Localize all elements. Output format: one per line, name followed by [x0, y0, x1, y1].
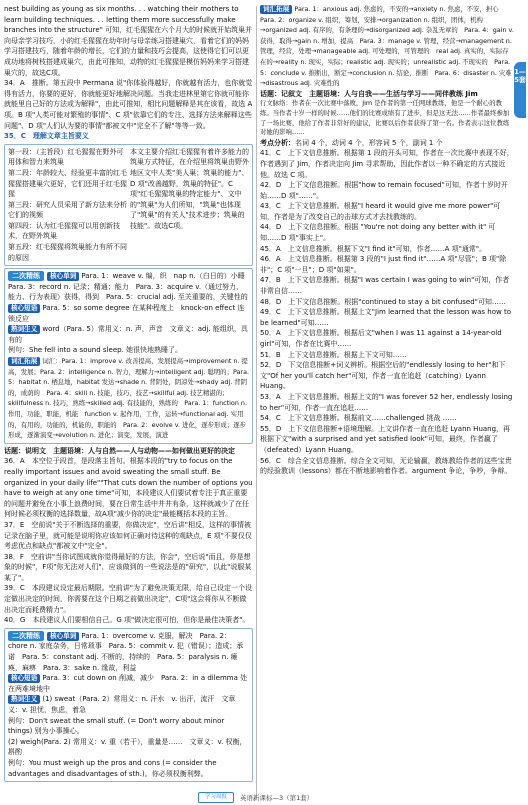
answer-34: 34．A 推断。第五段中 Permana 说"你体验得越好，你就越有活力，也你就觉得有活力，你要的更好，你就能更好地解决问题。当我走进林里第它你就可能你就能里自己好的方法或为解释"，由此可推知，相比问题解释是其在该看，故选 A 项。B 项"人类可能对繁殖的事情"、C 项"依靠它们的专注、选择方法来解释这些问题"、D 项"人们认为要的事情"都被文中"完全不了解"等等一致。 — [4, 79, 253, 130]
answer-35-heading: 35．C 理解文章主旨要义 — [4, 132, 89, 141]
column-divider — [256, 6, 257, 796]
answer-36: 36．A 本空位于段首，是段落主旨句。根据本段的"try to focus on the really important issues and avoid sweating the small stuff. Be organized in your daily life""That cuts down the number of options you have to weigh at any one time"可知，本段建议人们要试着专注于真正重要的问题并避免在小事上浪费时间，要在日常生活中井井有条，这样就减少了在任何时候必须权衡的选择数量，故A项"减少你的决定"最能概括本段的主旨。 — [4, 457, 253, 519]
page-number: 英语新课标—3（第1套） — [240, 794, 314, 802]
structure-table-left — [8, 147, 127, 264]
sentence2-label: 熟词生义 — [8, 695, 40, 704]
passage-guide: 行文脉络：作者在一次比赛中落败，Jim 是作者的第一任网球教练，他是一个耐心的教练。当作者十岁一样的时候……他们的比赛成绩有了进步，但是这无法……作者最终参加了一场比赛，他给了作者非常好的建议，比赛以后作者获得了第一名。作者表示这位教练对她的影响…… — [260, 99, 510, 137]
right-passage-topic: 话题：记叙文 主题语境：人与自我——生活与学习——同伴教练 Jim — [260, 89, 478, 98]
answer-41: 41．C 上下文信息推断。根据第 1 段的开头可知，作者在一次比赛中表现不好，作者遇到了 Jim，作者决定向 Jim 寻求帮助，因此作者以一种不确定的方式接近他。故选 C 项。 — [260, 149, 514, 179]
sentence2-content-a: (1) sweat（Para. 2）常用义：n. 汗水 v. 出汗，流汗 文章义：v. 担忧，焦虑，着急 — [8, 695, 236, 714]
sentence-content: word（Para. 5）常用义：n. 声，声音 文章义：adj. 能组织，具有的 — [8, 325, 248, 344]
left-column — [4, 4, 253, 784]
vocab-label: 核心单词 — [47, 272, 79, 281]
structure-para-5: 第五段：红毛猩猩将筑巢能力有所不同的原因 — [8, 243, 127, 262]
answer-39: 39．C 本段建议设定最后期限。空前讲"为了避免决策无限，给自己设定一个设定做出决定的时间，你需要在这个日期之前做出决定"，C项"这会将你从不断做出决定而耗费精力"。 — [4, 584, 253, 614]
example2-a: 例句：Don't sweat the small stuff. (= Don't worry about minor things) 别为小事操心。 — [8, 716, 225, 736]
answer-40: 40．G 本段建议人们要相信自己。G 项"做决定很可怕，但你是最佳决策者"。 — [4, 616, 250, 625]
structure-table-right — [130, 147, 249, 264]
answer-46: 46．A 上文信息推断。根据第 3 段的"I just find it"……A 项"尽管"；B 项"除非"；C 项"一旦"；D 项"如果"。 — [260, 255, 507, 274]
vocab2-label: 核心单词 — [47, 632, 79, 641]
answer-continuation: nest building as young as six months. . . watching their mothers to learn building techniques. . . letting them more successfully make branches into the structure" 可知，红毛猩猩在六个月大的时候就开始筑巢并向母亲学习技巧，小的红毛猩猩在幼年时与母亲练习搭建巢穴，看着它们的妈妈学习搭建技巧，随着年龄的增长，它们的力量和技巧会提高，这使得它们可以更成功地将树枝搭建成巢穴，由此可推知，动物的红毛猩猩是模仿妈妈来学习搭建巢穴的，故选C项。 — [4, 5, 253, 77]
phrase2-content: Para. 3：cut down on 削减，减少 Para. 2：in a dilemma 处在两难境地中 — [8, 674, 248, 693]
structure-para-3: 第三段：研究人员采用了新方法来分析它们的视频 — [8, 200, 127, 220]
blank-analysis: 名词 4 个，动词 4 个，形容词 5 个，副词 1 个 — [295, 138, 443, 147]
answer-52: 52．D 下文信息推断+词义辨析。根据空后的"endlessly losing to her"和下文"Of her you'll catch her"可知，作者一直在追赶（catching）Lyann Huang。 — [260, 361, 506, 391]
vocab-box-2 — [4, 628, 253, 782]
page-footer — [0, 790, 528, 805]
answer-50: 50．A 上下文信息推断。根据后文"when I was 11 against a 14-year-old girl"可知，作者在比赛中…… — [260, 329, 502, 348]
answer-45: 45．A 上文信息推断。根据下文"I find it"可知，作者……A 项"通常"。 — [260, 244, 487, 253]
phrase2-label: 核心短语 — [8, 674, 40, 683]
answer-49: 49．C 上下文信息推断。根据上文"Jim learned that the lesson was how to be learned"可知…… — [260, 308, 512, 327]
right-expand-label: 词汇拓展 — [260, 5, 292, 14]
structure-table — [4, 144, 253, 267]
expand-content: 词汇：Para. 1：improve v. 改善提高，发展提高→improvement n. 提高，发展；Para. 2：intelligence n. 智力，理解力→intelligent adj. 聪明的；Para. 5：habitat n. 栖息地，habitat 发达→shade n. 背阴处，阴凉处→shady adj. 背阴的，成荫的 Para. 4：skill n. 技能，技巧，技艺→skillful adj. 技艺精湛的；skillfulness n. 技巧，熟练→skilled adj. 有技能的，熟练的 Para. 1：function n. 作用，功能，职能，机能 function v. 起作用，工作，运转→functional adj. 实用的，有用的，功能的，机能的，职能的 Para. 2：evolve v. 进化，逐步形成；逐步形成，逐渐演变→evolution n. 进化；演变，发展，演进 — [8, 357, 250, 440]
vocab2-content: Para. 1：overcome v. 克服，解决 Para. 2：chore n. 家庭杂务，日常琐事 Para. 5：commit v. 犯（错误）；造成；承诺 Para. 5：constant adj. 不断的，持续的 Para. 5：paralysis n. 瘫痪，麻痹 Para. 3：sake n. 缘故，利益 — [8, 631, 244, 672]
answer-44: 44．D 上下文信息推断。根据 "You're not doing any better with it" 可知……D 项"事实上"。 — [260, 223, 496, 243]
answer-42: 42．D 上下文信息推断。根据"how to remain focused"可知，作者十岁时开始……D 项"……"。 — [260, 181, 508, 200]
sentence2-content-b: (2) weigh(Para. 2) 常用义：v. 重（若干），重量是…… 文章义：v. 权衡，斟酌 — [8, 737, 247, 757]
answer-38: 38．F 空前讲"当你试图成就你觉得最好的方法，你会"，空后说"而且，你是想象的时候"，F项"你无法对人们"，应该做到的一些说法是的"研究"，以此"说服某某了"。 — [4, 552, 252, 582]
right-expand-content: Para. 1：anxious adj. 焦虑的，不安的→anxiety n. 焦虑，不安，担心 Para. 2：organize v. 组织，筹划，安排→organization n. 组织，团体，机构→organized adj. 有序的，有条理的→disorganized adj. 杂乱无章的 Para. 4：gain v. 获得，取得→gain n. 增加，提高 Para. 3：manage v. 管理，经营→management n. 管理，经营，处理→manageable adj. 可处理的，可管理的 real adj. 真实的，实际存在的→reality n. 现实，实际；realistic adj. 现实的；unrealistic adj. 不现实的 Para. 5：conclude v. 推断出，断定→conclusion n. 结论，推断 Para. 6：disaster n. 灾难→disastrous adj. 灾难性的 — [260, 5, 514, 88]
blank-analysis-label: 考点分析： — [260, 138, 295, 147]
example2-b: 例句：You must weigh up the pros and cons (= consider the advantages and disadvantages of sth.)。你必须权衡利弊。 — [8, 758, 217, 778]
answer-55: 55．D 上下文信息推断+语境理解。上文讲作者一直在追赶 Lyann Huang，再根据下文"with a surprised and yet satisfied look"可知，最终，作者赢了（defeated）Lyann Huang。 — [260, 424, 511, 454]
structure-para-2: 第二段：年龄较大、经验更丰富的红毛猩猩搭建巢穴更好，它们还用于红毛猩猩 — [8, 168, 127, 199]
right-column — [260, 4, 514, 477]
answer-54: 54．C 上下文信息推断。根据前文……challenged 挑战 …… — [260, 414, 457, 423]
structure-para-1: 第一段：（主旨段）红毛猩猩在野外可用体和智力来筑巢 — [8, 147, 124, 167]
phrase-content: Para. 5：so some degree 在某种程度上 knock-on effect 连锁反应 — [8, 304, 245, 323]
answer-47: 47．B 上下文信息推断。根据"I was certain I was going to win"可知，作者非常自信…… — [260, 276, 510, 296]
vocab-box-1 — [4, 268, 253, 444]
example-sentence: 例句：She fell into a sound sleep. 她很快地熟睡了。 — [8, 346, 183, 355]
vocab-section-tag: 二次精练 — [8, 271, 44, 281]
answer-56: 56．C 综合全文信息推断。综合全文可知，无论输赢，教练教给作者的这些宝贵的经验教训（lessons）都在不断地影响着作者。argument 争论，争吵，争辩。 — [260, 456, 512, 476]
sentence-label: 熟词生义 — [8, 325, 40, 334]
vocab2-section-tag: 二次精练 — [8, 631, 44, 641]
expand-label: 词汇拓展 — [8, 357, 40, 366]
unit-side-tab[interactable]: 1—5套 — [514, 62, 526, 118]
answer-37: 37．E 空前说"关于不断选择的重要，你做决定"，空后讲"相反，这样的事情被记录在脑子里，就可能是说明你应该如何正确对待这种的观缺点，E 项"不要仅仅考虑优点和缺点"都被文中"完全"。 — [4, 520, 252, 551]
publisher-logo: 学习周报 — [198, 792, 234, 803]
answer-48: 48．D 上下文信息推断。根据"continued to stay a bit confused"可知…… — [260, 297, 506, 306]
answer-51: 51．B 上下文信息推断。根据上下文可知…… — [260, 350, 407, 359]
passage-topic: 话题：说明文 主题语境：人与自然——人与动物——如何做出更好的决定 — [4, 446, 235, 455]
answer-43: 43．C 上下文信息推断。根据"I heard it would give me more power"可知，作者是为了改变自己的击球方式才去找教练的。 — [260, 202, 501, 221]
answer-53: 53．A 上下文信息推断。根据上文的"I was forever 52 her, endlessly losing to her"可知，作者一直在追赶…… — [260, 392, 513, 412]
vocab-content: Para. 1：weave v. 编，织 nap n.（白日的）小睡 Para. 3：record n. 记录；精通；能力 Para. 3：acquire v.（通过努力、能力、行为表现）获得，得到 Para. 5：crucial adj. 至关重要的，关键性的 — [8, 272, 252, 302]
structure-summary: 本文主要介绍红毛猩猩有着许多能力的筑巢方式特征，在介绍里将筑巢由野外地区文中人类"美人巢；筑巢的能力"、D 项"改善越野，筑巢的特征"。C 项"红毛猩猩筑巢的特定能力"、文中的"筑巢"为人们所知，"筑巢"也体现了"筑巢"的有关人"技术进步；筑巢的技能"。故选C项。 — [130, 147, 249, 230]
structure-para-4: 第四段：认为红毛猩猩可以用创新技术，在野外筑巢 — [8, 221, 120, 241]
phrase-label: 核心短语 — [8, 304, 40, 313]
